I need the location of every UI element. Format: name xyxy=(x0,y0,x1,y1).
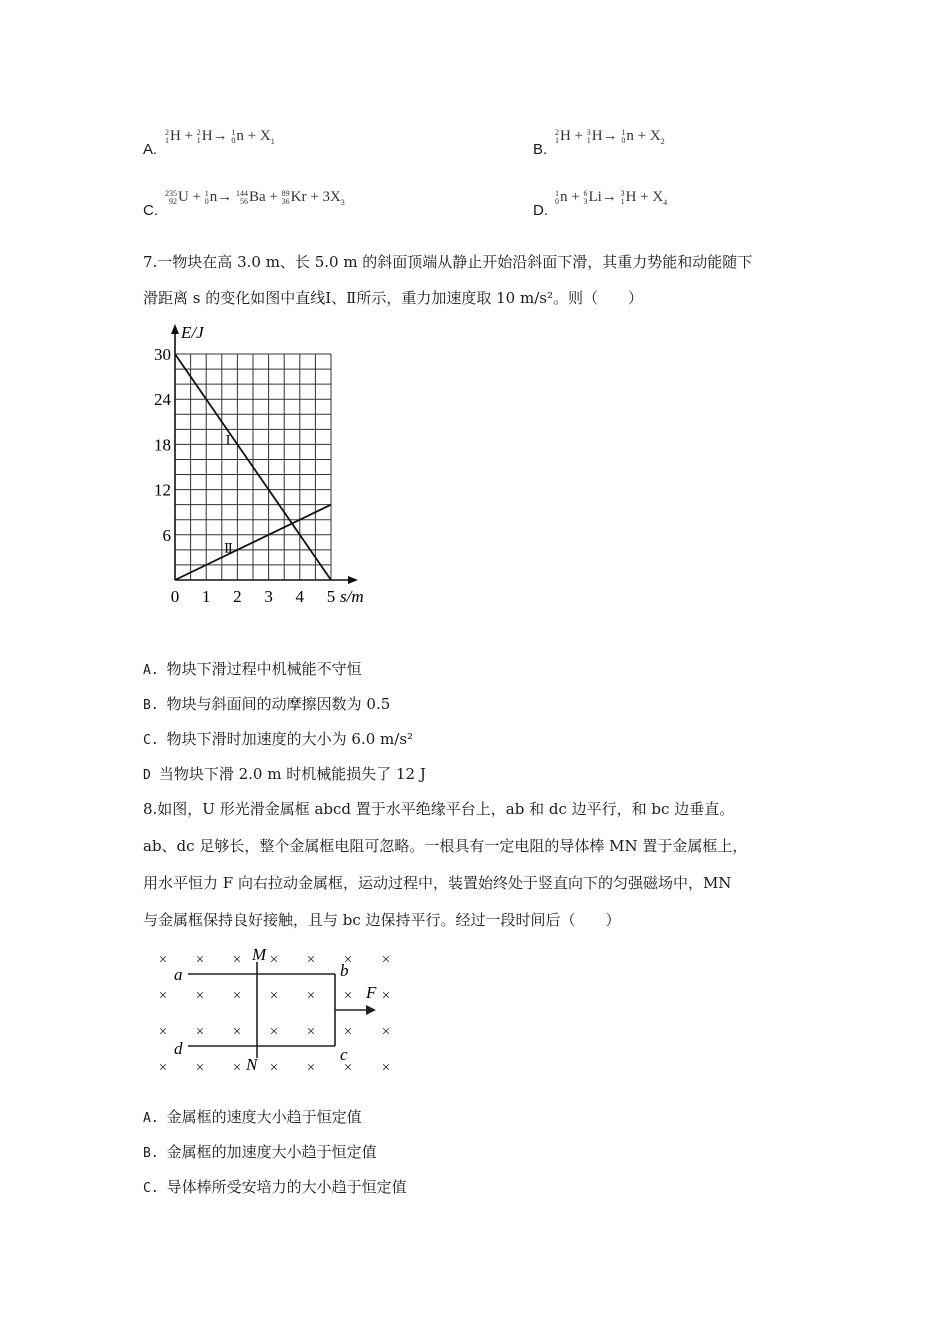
q8-option-c xyxy=(143,1176,407,1197)
force-arrow-head xyxy=(366,1005,376,1015)
magnetic-field-cross: × xyxy=(269,952,279,968)
energy-graph xyxy=(140,318,380,608)
label-m: M xyxy=(252,945,267,964)
magnetic-field-cross: × xyxy=(343,988,353,1004)
x-tick-label: 0 xyxy=(170,587,180,606)
magnetic-field-cross: × xyxy=(343,952,353,968)
q7-option-b-label: B. xyxy=(143,698,159,713)
q8-stem-line-3: 用水平恒力 F 向右拉动金属框，运动过程中，装置始终处于竖直向下的匀强磁场中，MN xyxy=(143,874,732,892)
q8-option-c-text: 导体棒所受安培力的大小趋于恒定值 xyxy=(166,1178,407,1196)
y-tick-label: 12 xyxy=(154,480,171,500)
magnetic-field-cross: × xyxy=(195,1060,205,1076)
label-d: d xyxy=(174,1039,183,1058)
q6-option-d-equation: 1 0 n + 6 3 Li→ 3 1 $H + X_4$ xyxy=(555,188,668,207)
magnetic-field-cross: × xyxy=(306,1024,316,1040)
magnetic-field-cross: × xyxy=(232,952,242,968)
q8-option-c-label: C. xyxy=(143,1181,159,1196)
label-b: b xyxy=(340,961,349,980)
series-label-1: Ⅰ xyxy=(225,432,231,448)
x-axis-arrow xyxy=(348,576,358,584)
x-tick-label: 1 xyxy=(201,587,211,606)
magnetic-field-cross: × xyxy=(158,1024,168,1040)
magnetic-field-cross: × xyxy=(158,952,168,968)
y-tick-label: 6 xyxy=(162,525,171,545)
magnetic-field-cross: × xyxy=(381,1060,391,1076)
q6-option-c-equation: 235 92 U + 1 0 n→ 144 56 Ba + 89 36 $Kr + 3X_3$ xyxy=(165,188,345,207)
magnetic-field-cross: × xyxy=(343,1024,353,1040)
q7-option-a-text: 物块下滑过程中机械能不守恒 xyxy=(166,660,362,678)
q6-option-b-label: B. xyxy=(533,141,548,158)
q8-option-b-text: 金属框的加速度大小趋于恒定值 xyxy=(166,1143,377,1161)
q6-option-d-label: D. xyxy=(533,202,548,219)
q6-option-c-label: C. xyxy=(143,202,158,219)
magnetic-field-cross: × xyxy=(306,1060,316,1076)
y-tick-label: 30 xyxy=(154,345,171,364)
magnetic-field-cross: × xyxy=(269,1024,279,1040)
y-tick-label: 18 xyxy=(154,435,171,455)
q7-option-c-text: 物块下滑时加速度的大小为 6.0 m/s² xyxy=(166,730,414,748)
y-axis-arrow xyxy=(171,324,179,334)
series-label-2: Ⅱ xyxy=(224,540,233,556)
q8-option-a-text: 金属框的速度大小趋于恒定值 xyxy=(166,1108,362,1126)
magnetic-field-cross: × xyxy=(306,952,316,968)
magnetic-field-cross: × xyxy=(343,1060,353,1076)
q7-stem-line-1: 7.一物块在高 3.0 m、长 5.0 m 的斜面顶端从静止开始沿斜面下滑，其重力势能和动能随下 xyxy=(143,253,753,271)
magnetic-field-cross: × xyxy=(158,988,168,1004)
q7-option-d-label: D xyxy=(143,768,151,783)
q7-option-d xyxy=(143,763,426,784)
q7-option-c xyxy=(143,728,413,749)
label-a: a xyxy=(174,965,183,984)
magnetic-field-cross: × xyxy=(195,952,205,968)
q6-option-b-equation: 2 1 H + 3 1 H→ 1 0 $n + X_2$ xyxy=(555,127,665,146)
x-tick-label: 5 xyxy=(326,587,336,606)
q7-stem-line-2: 滑距离 s 的变化如图中直线Ⅰ、Ⅱ所示，重力加速度取 10 m/s²。则（ ） xyxy=(143,289,643,307)
q8-option-b xyxy=(143,1141,377,1162)
x-tick-label: 4 xyxy=(295,587,305,606)
x-axis-label: s/m xyxy=(340,587,364,606)
magnetic-field-cross: × xyxy=(232,1060,242,1076)
q8-stem-line-4: 与金属框保持良好接触，且与 bc 边保持平行。经过一段时间后（ ） xyxy=(143,911,621,929)
q8-stem-line-2: ab、dc 足够长，整个金属框电阻可忽略。一根具有一定电阻的导体棒 MN 置于金属框上， xyxy=(143,837,748,855)
q7-option-c-label: C. xyxy=(143,733,159,748)
y-tick-label: 24 xyxy=(154,390,171,410)
magnetic-field-cross: × xyxy=(381,952,391,968)
q7-option-b-text: 物块与斜面间的动摩擦因数为 0.5 xyxy=(166,695,391,713)
q7-option-d-text: 当物块下滑 2.0 m 时机械能损失了 12 J xyxy=(158,765,426,783)
q8-option-b-label: B. xyxy=(143,1146,159,1161)
q8-stem-line-1: 8.如图，U 形光滑金属框 abcd 置于水平绝缘平台上，ab 和 dc 边平行，和 bc 边垂直。 xyxy=(143,800,735,818)
magnetic-field-cross: × xyxy=(381,988,391,1004)
magnetic-field-cross: × xyxy=(195,988,205,1004)
label-c: c xyxy=(340,1045,348,1064)
x-tick-label: 2 xyxy=(233,587,242,606)
magnetic-field-cross: × xyxy=(306,988,316,1004)
q7-option-a-label: A. xyxy=(143,663,159,678)
magnetic-frame-figure xyxy=(150,940,410,1080)
q6-option-a-equation: 2 1 H + 2 1 H→ 1 0 $n + X_1$ xyxy=(165,127,275,146)
magnetic-field-cross: × xyxy=(381,1024,391,1040)
magnetic-field-cross: × xyxy=(195,1024,205,1040)
q7-option-a xyxy=(143,658,362,679)
magnetic-field-cross: × xyxy=(269,1060,279,1076)
label-f: F xyxy=(366,983,377,1002)
q7-option-b xyxy=(143,693,390,714)
x-tick-label: 3 xyxy=(264,587,273,606)
magnetic-field-cross: × xyxy=(158,1060,168,1076)
q6-option-a-label: A. xyxy=(143,141,158,158)
label-n: N xyxy=(246,1055,258,1074)
y-axis-label: E/J xyxy=(181,323,204,342)
magnetic-field-cross: × xyxy=(232,988,242,1004)
magnetic-field-cross: × xyxy=(232,1024,242,1040)
q8-option-a xyxy=(143,1106,362,1127)
q8-option-a-label: A. xyxy=(143,1111,159,1126)
magnetic-field-cross: × xyxy=(269,988,279,1004)
